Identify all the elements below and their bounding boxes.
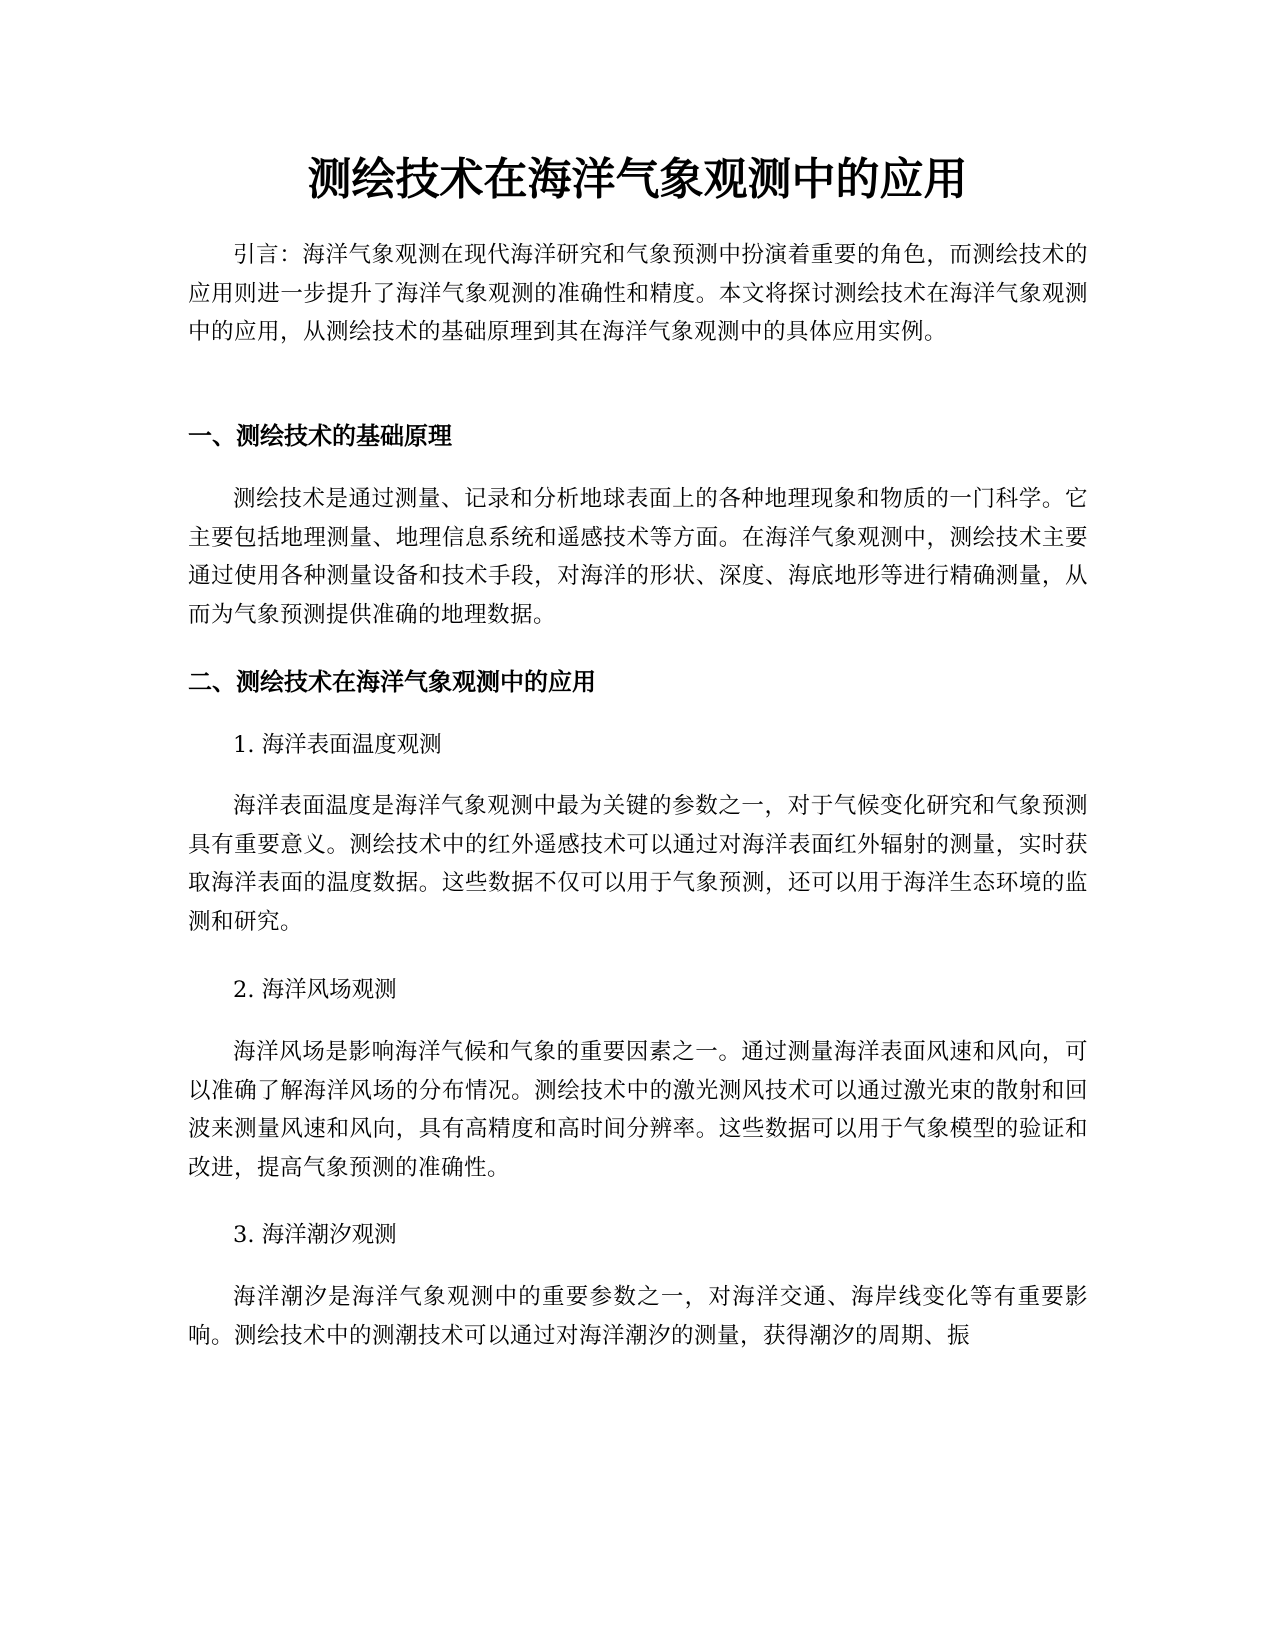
subsection-2-title: 2. 海洋风场观测 (233, 977, 397, 1003)
section-1-paragraph: 测绘技术是通过测量、记录和分析地球表面上的各种地理现象和物质的一门科学。它主要包括地理测量、地理信息系统和遥感技术等方面。在海洋气象观测中，测绘技术主要通过使用各种测量设备和技术手段，对海洋的形状、深度、海底地形等进行精确测量，从而为气象预测提供准确的地理数据。 (188, 486, 1088, 628)
subsection-3-title: 3. 海洋潮汐观测 (233, 1222, 397, 1248)
section-1-heading: 一、测绘技术的基础原理 (188, 422, 452, 450)
subsection-1-title: 1. 海洋表面温度观测 (233, 732, 442, 758)
section-2-heading: 二、测绘技术在海洋气象观测中的应用 (188, 668, 596, 696)
document-title: 测绘技术在海洋气象观测中的应用 (307, 154, 968, 205)
subsection-2-paragraph: 海洋风场是影响海洋气候和气象的重要因素之一。通过测量海洋表面风速和风向，可以准确了解海洋风场的分布情况。测绘技术中的激光测风技术可以通过激光束的散射和回波来测量风速和风向，具有高精度和高时间分辨率。这些数据可以用于气象模型的验证和改进，提高气象预测的准确性。 (188, 1039, 1088, 1181)
intro-paragraph: 引言：海洋气象观测在现代海洋研究和气象预测中扮演着重要的角色，而测绘技术的应用则进一步提升了海洋气象观测的准确性和精度。本文将探讨测绘技术在海洋气象观测中的应用，从测绘技术的基础原理到其在海洋气象观测中的具体应用实例。 (188, 242, 1088, 345)
subsection-1-paragraph: 海洋表面温度是海洋气象观测中最为关键的参数之一，对于气候变化研究和气象预测具有重要意义。测绘技术中的红外遥感技术可以通过对海洋表面红外辐射的测量，实时获取海洋表面的温度数据。这些数据不仅可以用于气象预测，还可以用于海洋生态环境的监测和研究。 (188, 793, 1088, 935)
subsection-3-paragraph: 海洋潮汐是海洋气象观测中的重要参数之一，对海洋交通、海岸线变化等有重要影响。测绘技术中的测潮技术可以通过对海洋潮汐的测量，获得潮汐的周期、振 (188, 1284, 1088, 1349)
